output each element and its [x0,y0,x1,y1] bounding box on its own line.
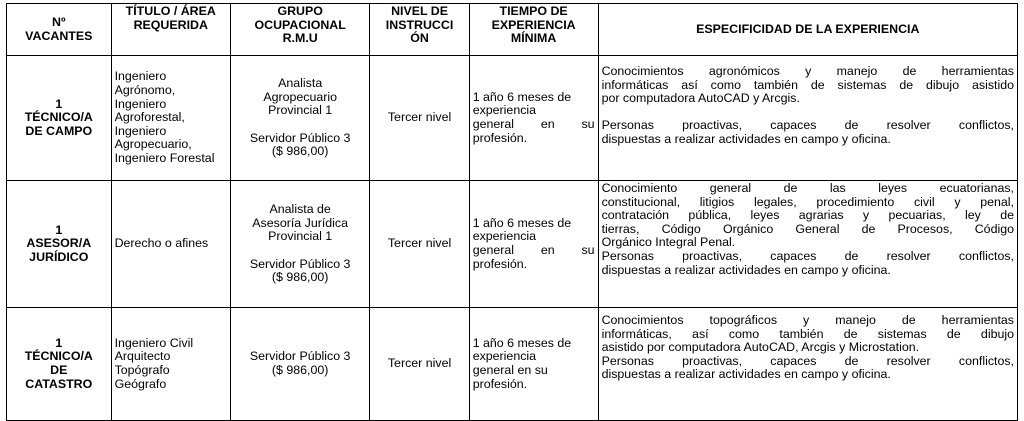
header-vacantes [7,4,112,56]
titulo-line: Derecho o afines [114,236,209,251]
header-grupo-line: OCUPACIONAL [254,17,346,32]
header-titulo [111,4,230,56]
grupo-line: Analista de [269,202,331,217]
titulo-line: Ingeniero [114,123,167,138]
vacante-cell [7,181,112,308]
tiempo-line: experiencia [472,229,537,244]
grupo-line: Provincial 1 [268,103,333,118]
tiempo-line: profesión. [472,130,528,145]
grupo-line: Asesoría Jurídica [252,215,349,230]
titulo-line: Ingeniero Forestal [114,150,215,165]
titulo-line: Agrónomo, [114,83,176,98]
tiempo-line [473,118,595,132]
titulo-cell [111,308,230,421]
grupo-gap [234,118,366,132]
esp-line: contratación pública, leyes agrarias y pecuarias, ley de [601,208,1014,223]
esp-line: Personas proactivas, capaces de resolver conflictos, [601,353,1014,368]
esp-line: dispuestas a realizar actividades en campo y oficina. [601,367,891,382]
tiempo-line: 1 año 6 meses de [472,215,572,230]
titulo-line: Arquitecto [114,349,171,364]
titulo-line: Agropecuario, [114,137,192,152]
tiempo-word: en [540,117,555,131]
nivel-cell: Tercer nivel [370,308,469,421]
titulo-line: Topógrafo [114,363,170,377]
grupo-line: ($ 986,00) [271,363,329,377]
esp-line: tierras, Código Orgánico General de Procesos, Código [601,221,1014,236]
header-grupo-line: R.M.U [282,31,318,46]
esp-line: informáticas así como también de sistemas de dibujo asistido [601,77,1014,92]
vacante-label: JURÍDICO [29,249,89,264]
especificidad-cell [598,308,1017,421]
titulo-line: Ingeniero [114,96,167,111]
vacante-label: TÉCNICO/A [24,349,93,364]
esp-line: Conocimientos topográficos y manejo de herramientas [601,313,1014,327]
grupo-line: Analista [278,76,323,91]
header-tiempo-line: EXPERIENCIA [491,17,576,32]
vacante-cell [7,308,112,421]
tiempo-cell [469,308,598,421]
tiempo-word: su [581,243,595,257]
grupo-line: ($ 986,00) [271,270,329,285]
tiempo-word: general [472,243,515,257]
header-grupo-line: GRUPO [277,4,323,18]
tiempo-line: experiencia [472,103,537,118]
vacante-count: 1 [55,335,63,350]
titulo-line: Ingeniero [114,69,167,84]
esp-line: asistido por computadora AutoCAD, Arcgis y Microstation. [601,340,920,355]
grupo-line: Servidor Público 3 [249,256,351,271]
header-row [7,4,1018,56]
tiempo-line: experiencia [472,349,537,364]
header-nivel-line: ÓN [410,31,429,46]
grupo-cell [230,56,369,181]
tiempo-line: profesión. [472,376,528,391]
header-titulo-line: REQUERIDA [133,17,208,32]
grupo-cell [230,181,369,308]
header-especificidad: ESPECIFICIDAD DE LA EXPERIENCIA [598,4,1017,56]
esp-line: Personas proactivas, capaces de resolver conflictos, [601,248,1014,263]
tiempo-cell [469,181,598,308]
tiempo-word: en [540,243,555,257]
tiempo-line [473,244,595,258]
tiempo-line: profesión. [472,256,528,271]
titulo-line: Agroforestal, [114,110,185,125]
grupo-gap [234,244,366,258]
tiempo-cell [469,56,598,181]
tiempo-word: general [472,117,515,131]
tiempo-line: general en su [472,363,548,377]
titulo-cell [111,181,230,308]
titulo-line: Geógrafo [114,376,167,391]
table-row [7,181,1018,308]
esp-line: Personas proactivas, capaces de resolver conflictos, [601,118,1014,133]
header-grupo [230,4,369,56]
tiempo-line: 1 año 6 meses de [472,335,572,350]
nivel-cell: Tercer nivel [370,56,469,181]
table-row [7,308,1018,421]
grupo-line: ($ 986,00) [271,144,329,159]
nivel-cell: Tercer nivel [370,181,469,308]
header-nivel [370,4,469,56]
especificidad-cell [598,56,1017,181]
header-vacantes-line: Nº [52,15,66,30]
esp-line: por computadora AutoCAD y Arcgis. [601,91,800,106]
vacancies-table [6,3,1018,421]
titulo-cell [111,56,230,181]
vacante-label: CATASTRO [25,376,93,391]
header-nivel-line: INSTRUCCI [385,17,454,32]
especificidad-cell [598,181,1017,308]
esp-line: Orgánico Integral Penal. [601,235,736,250]
esp-line: informáticas, así como también de sistemas de dibujo [601,326,1014,341]
tiempo-line: 1 año 6 meses de [472,89,572,104]
header-tiempo-line: MÍNIMA [510,31,557,46]
header-nivel-line: NIVEL DE [391,4,448,18]
titulo-line: Ingeniero Civil [114,335,194,350]
header-tiempo [469,4,598,56]
grupo-cell [230,308,369,421]
esp-gap [602,106,1014,120]
vacante-label: ASESOR/A [26,236,92,251]
vacante-count: 1 [55,222,63,237]
esp-line: Conocimientos agronómicos y manejo de herramientas [601,64,1014,78]
header-titulo-line: TÍTULO / ÁREA [125,4,216,18]
vacante-label: DE [50,363,68,377]
esp-line: constitucional, litigios legales, procedimiento civil y penal, [601,194,1014,209]
esp-line: dispuestas a realizar actividades en campo y oficina. [601,262,891,277]
vacante-cell [7,56,112,181]
header-tiempo-line: TIEMPO DE [499,4,568,18]
grupo-line: Agropecuario [263,89,338,104]
esp-line: Conocimiento general de las leyes ecuatorianas, [601,181,1014,195]
vacante-label: DE CAMPO [25,123,93,138]
table-row [7,56,1018,181]
vacante-label: TÉCNICO/A [24,110,93,125]
esp-line: dispuestas a realizar actividades en campo y oficina. [601,131,891,146]
tiempo-word: su [581,117,595,131]
grupo-line: Provincial 1 [268,229,333,244]
grupo-line: Servidor Público 3 [249,349,351,364]
grupo-line: Servidor Público 3 [249,130,351,145]
header-vacantes-line: VACANTES [25,29,93,43]
vacante-count: 1 [55,96,63,111]
